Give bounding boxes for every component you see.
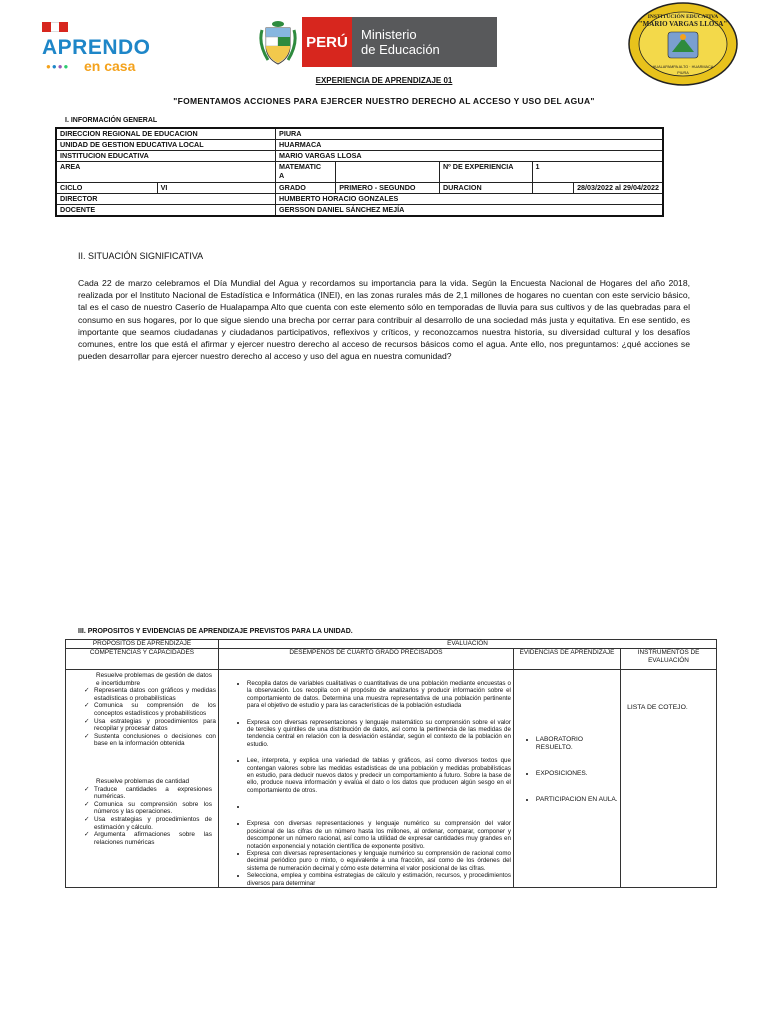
colored-dots-icon: ●●●● (46, 62, 70, 71)
ciclo-value: VI (157, 183, 275, 194)
competencies-cell (66, 670, 219, 888)
ie-value: MARIO VARGAS LLOSA (276, 151, 663, 162)
aprendo-title: APRENDO (42, 36, 151, 59)
general-info-table (55, 127, 664, 217)
grado-value: PRIMERO - SEGUNDO (336, 183, 440, 194)
docente-label: DOCENTE (56, 205, 276, 217)
director-label: DIRECTOR (56, 194, 276, 205)
ministerio-line-1: Ministerio (361, 27, 417, 42)
table-row (56, 183, 663, 194)
svg-text:PIURA: PIURA (677, 71, 689, 75)
capacity-item: ✓ Usa estrategias y procedimientos para recopilar y procesar datos (94, 718, 216, 733)
table-header-row (66, 649, 717, 670)
table-row (56, 140, 663, 151)
table-row (56, 128, 663, 140)
competencies-table (65, 639, 717, 888)
table-row (56, 205, 663, 217)
table-row (66, 670, 717, 888)
header-propositos: PROPOSITOS DE APRENDIZAJE (66, 640, 219, 649)
svg-text:"MARIO VARGAS LLOSA": "MARIO VARGAS LLOSA" (638, 20, 728, 28)
section-1-heading: I. INFORMACIÓN GENERAL (65, 117, 158, 124)
competency-2: Resuelve problemas de cantidad (96, 777, 190, 785)
table-row (56, 162, 663, 183)
duracion-value: 28/03/2022 al 29/04/2022 (574, 183, 663, 194)
evidences-cell (513, 670, 620, 888)
capacity-item: ✓ Usa estrategias y procedimientos de estimación y cálculo. (94, 816, 212, 831)
instruments-cell: LISTA DE COTEJO. (621, 670, 717, 888)
performance-item: • Expresa con diversas representaciones y lenguaje numérico su comprensión de racional como decimal periódico puro o mixto, o equivalente a una fracción, así como de los órdenes del sistema de numeración decimal y cómo este determina el valor posicional de las cifras. (247, 850, 511, 872)
capacity-item: ✓ Sustenta conclusiones o decisiones con base en la información obtenida (94, 733, 216, 748)
capacity-item: ✓ Comunica su comprensión sobre los números y las operaciones. (94, 801, 212, 816)
svg-text:HUALAPAMPA ALTO · HUARMACA: HUALAPAMPA ALTO · HUARMACA (652, 65, 714, 69)
competency-1: Resuelve problemas de gestión de datos e incertidumbre (96, 672, 212, 687)
area-blank (336, 162, 440, 183)
ugel-value: HUARMACA (276, 140, 663, 151)
header-competencias: COMPETENCIAS Y CAPACIDADES (66, 649, 219, 670)
peru-brand-block: PERÚ (302, 17, 352, 67)
header-instrumentos: INSTRUMENTOS DE EVALUACIÓN (621, 649, 717, 670)
performance-item: • Expresa con diversas representaciones y lenguaje numérico su comprensión del valor posicional de las cifras de un número hasta los millones, al ordenar, comparar, componer y descomponer un número racional, así como la utilidad de expresar cantidades muy grandes en notación exponencial y notación científica de exponente positivo. (247, 820, 511, 850)
num-exp-value: 1 (532, 162, 663, 183)
performance-item: • Lee, interpreta, y explica una variedad de tablas y gráficos, así como diversos textos que contengan valores sobre las medidas estadísticas de una población y medidas probabilísticas en estudio, para deducir nuevos datos y predecir un comportamiento a futuro. Sobre la base de ello, produce nueva información y evalúa el dato o los datos que producen algún sesgo en el comportamiento de otros. (247, 757, 511, 794)
ciclo-label: CICLO (56, 183, 157, 194)
performance-item: • Selecciona, emplea y combina estrategias de cálculo y estimación, recursos, y procedimientos diversos para determinar (247, 872, 511, 887)
main-title: "FOMENTAMOS ACCIONES PARA EJERCER NUESTRO DERECHO AL ACCESO Y USO DEL AGUA" (173, 96, 595, 106)
svg-text:INSTITUCIÓN EDUCATIVA: INSTITUCIÓN EDUCATIVA (647, 14, 719, 20)
evidence-item: • LABORATORIO RESUELTO. (536, 736, 618, 752)
school-seal-logo (628, 2, 738, 86)
aprendo-subtitle: en casa (84, 58, 136, 74)
performance-item: • Expresa con diversas representaciones y lenguaje matemático su comprensión sobre el valor de terciles y quintiles de una distribución de datos, así como la pertinencia de las medidas de tendencia central en relación con la desviación estándar, según el contexto de la población en estudio. (247, 719, 511, 749)
capacity-item: ✓ Traduce cantidades a expresiones numéricas. (94, 786, 212, 801)
duracion-label: DURACION (439, 183, 532, 194)
competency-1-capacities (68, 687, 216, 748)
aprendo-en-casa-logo (40, 20, 155, 78)
evidence-item: • PARTICIPACION EN AULA. (536, 796, 618, 804)
ie-label: INSTITUCION EDUCATIVA (56, 151, 276, 162)
performances-list (221, 680, 511, 887)
peru-flag-icon (42, 22, 68, 32)
competency-2-capacities (68, 786, 216, 847)
dre-value: PIURA (276, 128, 663, 140)
significant-situation-paragraph: Cada 22 de marzo celebramos el Día Mundial del Agua y recordamos su importancia para la vida. Según la Encuesta Nacional de Hogares del año 2018, realizada por el Instituto Nacional de Estadística e Informática (INEI), en las zonas rurales más de 2,1 millones de hogares no cuentan con este servicio básico, tal es el caso de nuestro Caserío de Hualapampa Alto que cuenta con este elemento sólo en temporadas de lluvia para sus cultivos y de las quebradas para el consumo en sus hogares, por lo que sigue siendo una brecha por cerrar para contribuir al desarrollo de una sociedad más justa y equitativa. En ese sentido, es importante que seamos ciudadanas y ciudadanos participativos, reflexivos y críticos, y reconozcamos nuestra historia, su diversidad cultural y los desafíos comunes, entre los que está el afirmar y ejercer nuestro derecho al acceso de recursos básicos como el agua. Ante ello, nos preguntamos: ¿qué acciones se pueden desarrollar para ejercer nuestro derecho al acceso y uso del agua en nuestra comunidad? (78, 278, 690, 362)
evidences-list (516, 736, 618, 804)
dre-label: DIRECCION REGIONAL DE EDUCACION (56, 128, 276, 140)
docente-value: GERSSON DANIEL SÁNCHEZ MEJÍA (276, 205, 663, 217)
table-row (56, 151, 663, 162)
performance-item: • Recopila datos de variables cualitativas o cuantitativas de una población mediante encuestas o la observación. Los recopila con el propósito de analizarlos y producir información sobre el comportamiento de datos. Determina una muestra representativa de una población pertinente para el objetivo de estudio y para las características de la población estudiada (247, 680, 511, 710)
capacity-item: ✓ Argumenta afirmaciones sobre las relaciones numéricas (94, 831, 212, 846)
duracion-blank (532, 183, 574, 194)
capacity-item: ✓ Comunica su comprensión de los conceptos estadísticos y probabilísticos (94, 702, 216, 717)
area-label: AREA (56, 162, 276, 183)
performance-item (247, 803, 511, 811)
grado-label: GRADO (276, 183, 336, 194)
num-exp-label: Nº DE EXPERIENCIA (439, 162, 532, 183)
header-evaluacion: EVALUACIÓN (218, 640, 716, 649)
director-value: HUMBERTO HORACIO GONZALES (276, 194, 663, 205)
experience-title: EXPERIENCIA DE APRENDIZAJE 01 (315, 76, 453, 85)
performances-cell (218, 670, 513, 888)
peru-coat-of-arms-icon (258, 20, 298, 66)
ugel-label: UNIDAD DE GESTION EDUCATIVA LOCAL (56, 140, 276, 151)
ministerio-line-2: de Educación (361, 42, 440, 57)
evidence-item: • EXPOSICIONES. (536, 770, 618, 778)
header-desempenos: DESEMPEÑOS DE CUARTO GRADO PRECISADOS (218, 649, 513, 670)
capacity-item: ✓ Representa datos con gráficos y medidas estadísticas o probabilísticas (94, 687, 216, 702)
table-row (56, 194, 663, 205)
section-3-heading: III. PROPOSITOS Y EVIDENCIAS DE APRENDIZAJE PREVISTOS PARA LA UNIDAD. (78, 628, 353, 635)
header-evidencias: EVIDENCIAS DE APRENDIZAJE (513, 649, 620, 670)
table-header-row (66, 640, 717, 649)
section-2-heading: II. SITUACIÓN SIGNIFICATIVA (78, 251, 204, 261)
area-value: MATEMATIC A (276, 162, 336, 183)
ministerio-brand-block (352, 17, 497, 67)
